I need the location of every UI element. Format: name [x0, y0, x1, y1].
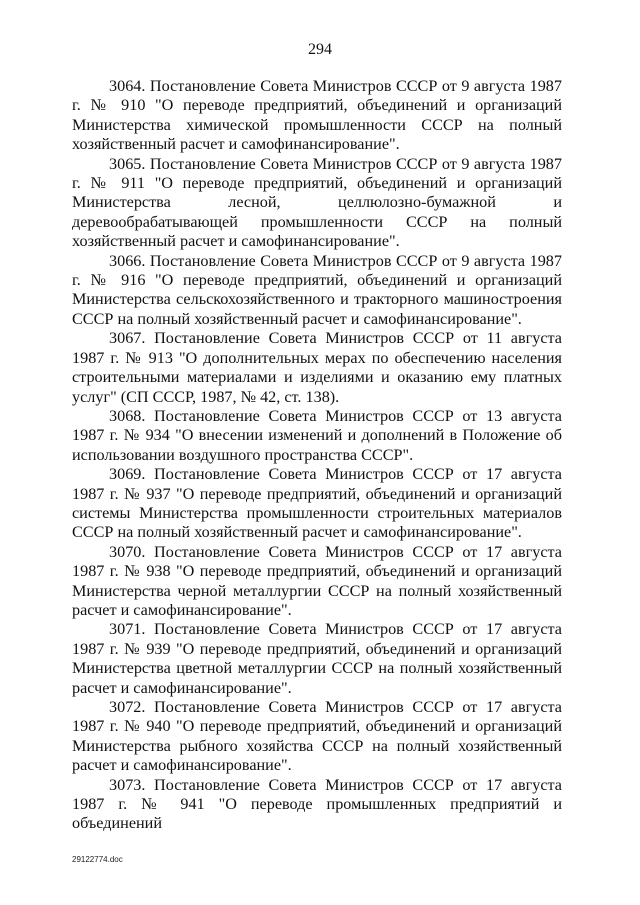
entry-3069: 3069. Постановление Совета Министров СССР от 17 августа 1987 г. № 937 "О переводе предприятий, объединений и организаций системы Министерства промышленности строительных материалов СССР на полный хозяйственный расчет и самофинансирование".: [72, 465, 562, 542]
entry-3066: 3066. Постановление Совета Министров СССР от 9 августа 1987 г. № 916 "О переводе предприятий, объединений и организаций Министерства сельскохозяйственного и тракторного машиностроения СССР на полный хозяйственный расчет и самофинансирование".: [72, 251, 562, 328]
entry-3068: 3068. Постановление Совета Министров СССР от 13 августа 1987 г. № 934 "О внесении изменений и дополнений в Положение об использовании воздушного пространства СССР".: [72, 406, 562, 464]
entry-3071: 3071. Постановление Совета Министров СССР от 17 августа 1987 г. № 939 "О переводе предприятий, объединений и организаций Министерства цветной металлургии СССР на полный хозяйственный расчет и самофинансирование".: [72, 620, 562, 697]
entry-3065: 3065. Постановление Совета Министров СССР от 9 августа 1987 г. № 911 "О переводе предприятий, объединений и организаций Министерства лесной, целлюлозно-бумажной и деревообрабатывающей промышленности СССР на полный хозяйственный расчет и самофинансирование".: [72, 154, 562, 251]
entry-3070: 3070. Постановление Совета Министров СССР от 17 августа 1987 г. № 938 "О переводе предприятий, объединений и организаций Министерства черной металлургии СССР на полный хозяйственный расчет и самофинансирование".: [72, 542, 562, 619]
entry-3072: 3072. Постановление Совета Министров СССР от 17 августа 1987 г. № 940 "О переводе предприятий, объединений и организаций Министерства рыбного хозяйства СССР на полный хозяйственный расчет и самофинансирование".: [72, 698, 562, 775]
entry-3067: 3067. Постановление Совета Министров СССР от 11 августа 1987 г. № 913 "О дополнительных мерах по обеспечению населения строительными материалами и изделиями и оказанию ему платных услуг" (СП СССР, 1987, № 42, ст. 138).: [72, 329, 562, 406]
document-body: [72, 77, 562, 834]
page-number: 294: [308, 41, 332, 58]
entry-3064: 3064. Постановление Совета Министров СССР от 9 августа 1987 г. № 910 "О переводе предприятий, объединений и организаций Министерства химической промышленности СССР на полный хозяйственный расчет и самофинансирование".: [72, 77, 562, 154]
entry-3073: 3073. Постановление Совета Министров СССР от 17 августа 1987 г. № 941 "О переводе промышленных предприятий и объединений: [72, 775, 562, 833]
document-filename: 29122774.doc: [72, 855, 123, 864]
